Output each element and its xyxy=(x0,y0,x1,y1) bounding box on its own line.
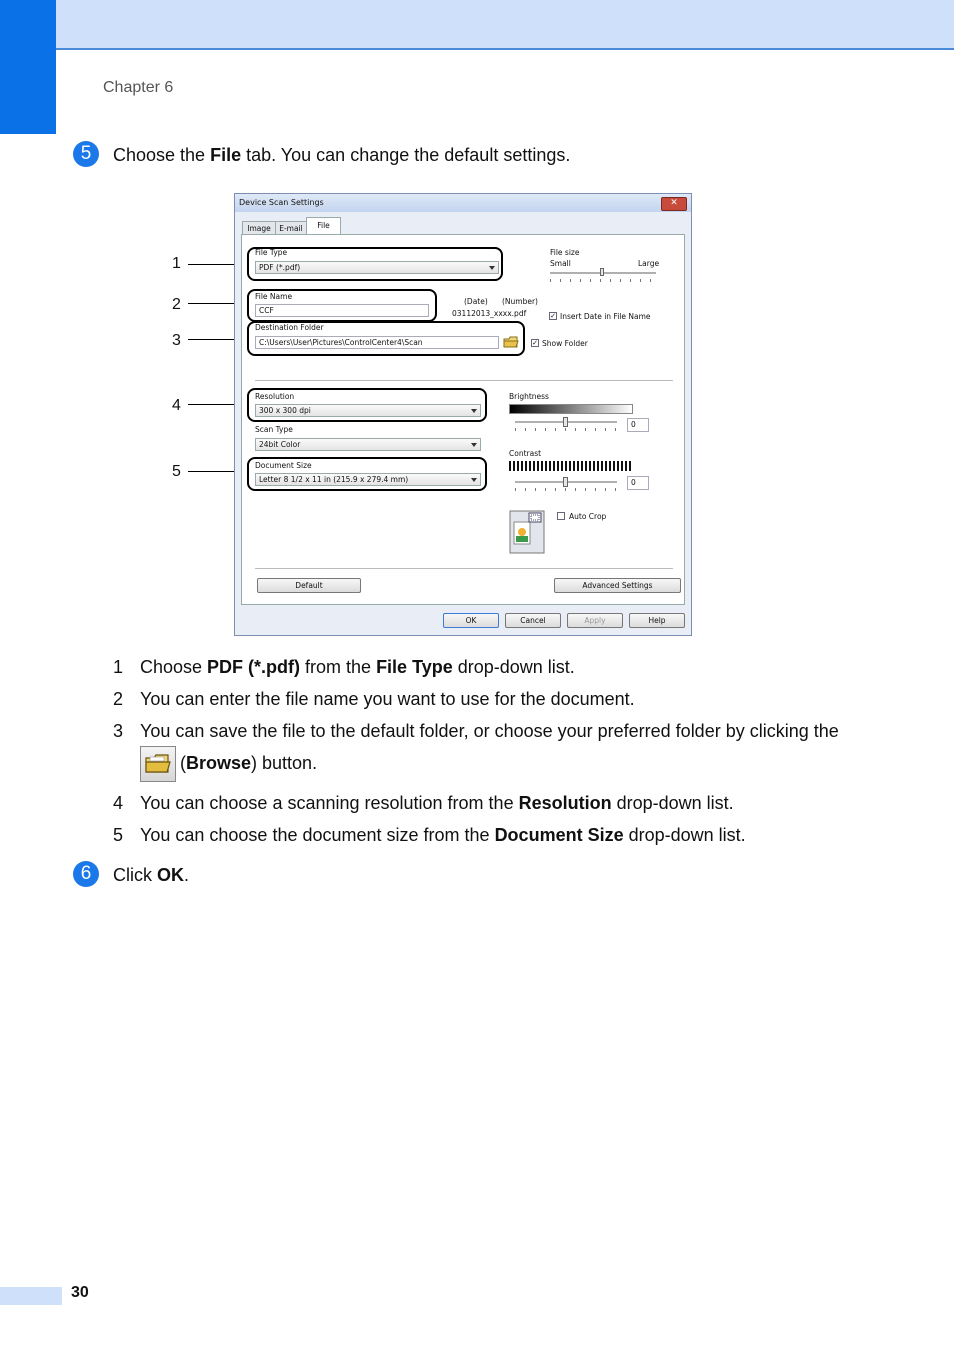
advanced-settings-button[interactable]: Advanced Settings xyxy=(554,578,681,593)
callout-3: 3 xyxy=(172,332,181,349)
callout-5: 5 xyxy=(172,463,181,480)
chapter-tab xyxy=(0,0,56,134)
contrast-value[interactable]: 0 xyxy=(627,476,649,490)
resolution-label: Resolution xyxy=(255,392,295,401)
file-size-slider-thumb[interactable] xyxy=(600,268,604,276)
highlight-file-type xyxy=(247,247,503,281)
document-size-dropdown[interactable]: Letter 8 1/2 x 11 in (215.9 x 279.4 mm) xyxy=(255,473,481,486)
contrast-slider-thumb[interactable] xyxy=(563,477,568,487)
file-size-label: File size xyxy=(550,248,580,257)
file-name-input[interactable]: CCF xyxy=(255,304,429,317)
ok-button[interactable]: OK xyxy=(443,613,499,628)
step-5-text: Choose the File tab. You can change the default settings. xyxy=(113,145,571,165)
contrast-label: Contrast xyxy=(509,449,542,458)
brightness-slider-thumb[interactable] xyxy=(563,417,568,427)
chevron-down-icon xyxy=(471,443,477,447)
dialog-titlebar xyxy=(235,194,691,212)
callout-2: 2 xyxy=(172,296,181,313)
file-tab-panel xyxy=(241,234,685,605)
tab-email[interactable]: E-mail xyxy=(275,221,307,236)
callout-4: 4 xyxy=(172,397,181,414)
contrast-ticks xyxy=(515,488,617,491)
tab-image[interactable]: Image xyxy=(242,221,276,236)
help-button[interactable]: Help xyxy=(629,613,685,628)
list-item: 5 You can choose the document size from the Document Size drop-down list. xyxy=(113,825,746,845)
page-number: 30 xyxy=(71,1284,89,1301)
callout-1: 1 xyxy=(172,255,181,272)
step-6-text: Click OK. xyxy=(113,865,190,885)
auto-crop-label: Auto Crop xyxy=(569,512,607,521)
date-label: (Date) xyxy=(464,297,488,306)
step-number-6: 6 xyxy=(73,861,99,887)
section-divider xyxy=(255,380,673,381)
tab-file[interactable]: File xyxy=(306,217,341,235)
brightness-gradient xyxy=(509,404,633,414)
show-folder-label: Show Folder xyxy=(542,339,588,348)
scan-type-dropdown[interactable]: 24bit Color xyxy=(255,438,481,451)
header-bar xyxy=(56,0,954,50)
chapter-label: Chapter 6 xyxy=(103,79,174,96)
apply-button[interactable]: Apply xyxy=(567,613,623,628)
list-item: 1 Choose PDF (*.pdf) from the File Type drop-down list. xyxy=(113,657,575,677)
highlight-destination-folder xyxy=(247,321,525,356)
list-item: 4 You can choose a scanning resolution from the Resolution drop-down list. xyxy=(113,793,734,813)
file-name-label: File Name xyxy=(255,292,293,301)
insert-date-label: Insert Date in File Name xyxy=(560,312,651,321)
default-button[interactable]: Default xyxy=(257,578,361,593)
contrast-pattern xyxy=(509,461,633,471)
list-item: 3 You can save the file to the default folder, or choose your preferred folder by clicking the (Browse) button. xyxy=(113,720,839,782)
destination-folder-input[interactable]: C:\Users\User\Pictures\ControlCenter4\Scan xyxy=(255,336,499,349)
document-size-label: Document Size xyxy=(255,461,312,470)
file-size-ticks xyxy=(550,279,656,282)
resolution-dropdown[interactable]: 300 x 300 dpi xyxy=(255,404,481,417)
device-scan-settings-dialog xyxy=(234,193,692,636)
auto-crop-checkbox[interactable] xyxy=(557,512,565,520)
show-folder-checkbox[interactable]: ✓ xyxy=(532,339,538,347)
brightness-value[interactable]: 0 xyxy=(627,418,649,432)
highlight-file-name xyxy=(247,289,437,322)
bottom-divider xyxy=(255,568,673,569)
close-icon[interactable]: ✕ xyxy=(661,197,687,211)
dialog-title: Device Scan Settings xyxy=(239,198,324,207)
browse-folder-icon xyxy=(140,746,176,782)
scan-type-label: Scan Type xyxy=(255,425,293,434)
file-type-label: File Type xyxy=(255,248,288,257)
brightness-label: Brightness xyxy=(509,392,549,401)
brightness-ticks xyxy=(515,428,617,431)
file-name-preview: 03112013_xxxx.pdf xyxy=(452,309,527,318)
file-size-small: Small xyxy=(550,259,571,268)
highlight-document-size xyxy=(247,457,487,491)
file-size-large: Large xyxy=(638,259,660,268)
number-label: (Number) xyxy=(502,297,538,306)
instruction-list xyxy=(113,656,839,856)
cancel-button[interactable]: Cancel xyxy=(505,613,561,628)
insert-date-checkbox[interactable]: ✓ xyxy=(550,312,556,320)
highlight-resolution xyxy=(247,388,487,422)
list-item: 2 You can enter the file name you want to use for the document. xyxy=(113,689,635,709)
file-type-dropdown[interactable]: PDF (*.pdf) xyxy=(255,261,499,274)
step-number-5: 5 xyxy=(73,141,99,167)
destination-folder-label: Destination Folder xyxy=(255,323,324,332)
auto-crop-icon xyxy=(509,510,545,554)
page-number-bar xyxy=(0,1287,62,1305)
